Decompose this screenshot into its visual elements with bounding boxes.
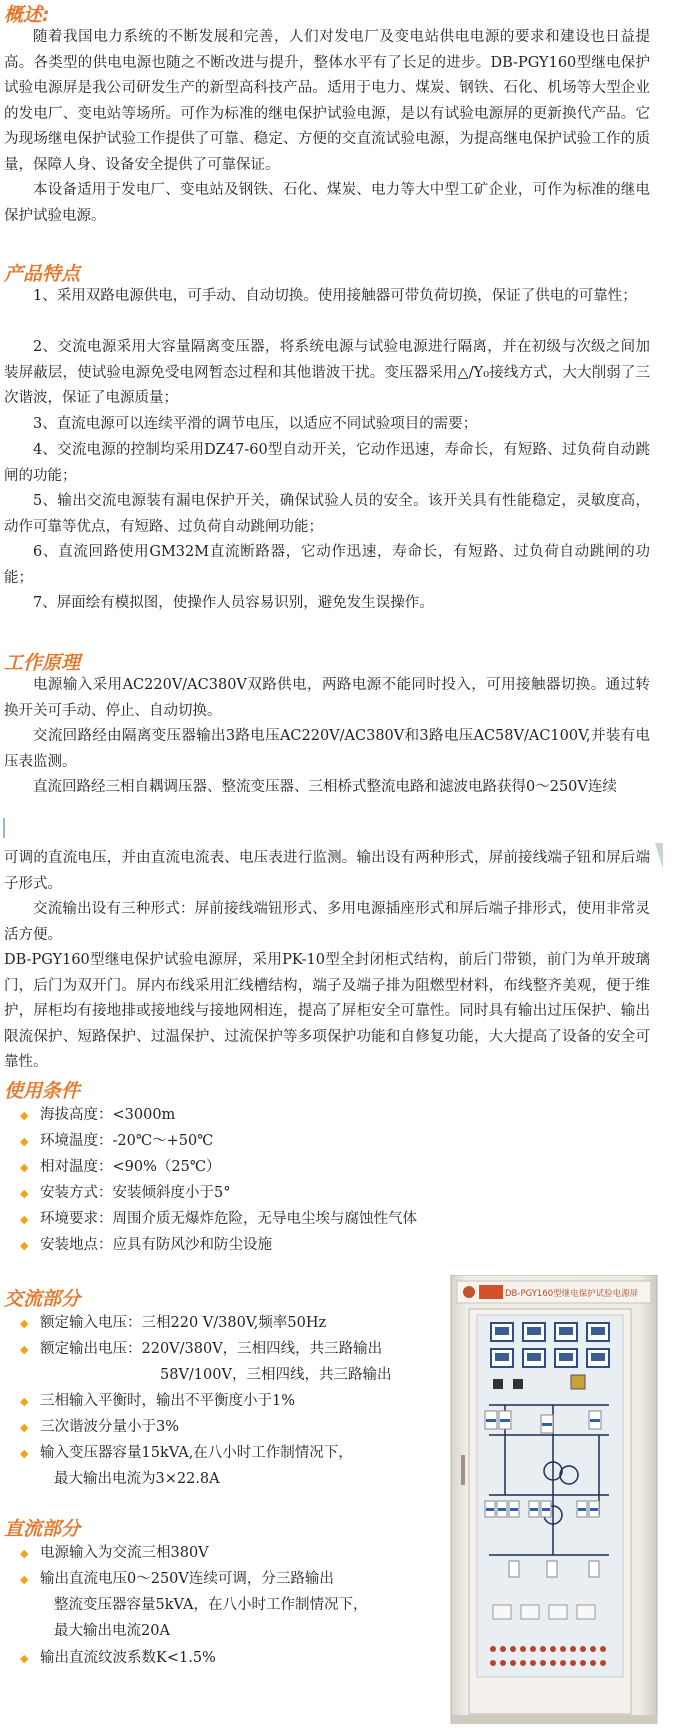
ac-item: ◆ 输入变压器容量15kVA,在八小时工作制情况下， xyxy=(40,1441,353,1466)
features-heading: 产品特点 xyxy=(4,263,81,285)
dc-item-continuation: 整流变压器容量5kVA，在八小时工作制情况下， xyxy=(54,1597,368,1613)
ac-item: ◆ 三相输入平衡时，输出不平衡度小于1% xyxy=(40,1389,295,1414)
feature-item-6: 6、直流回路使用GM32M直流断路器，它动作迅速，寿命长，有短路、过负荷自动跳闸的功能； xyxy=(4,544,650,586)
condition-item: ◆ 环境要求：周围介质无爆炸危险，无导电尘埃与腐蚀性气体 xyxy=(40,1207,417,1232)
dc-item: ◆ 输出直流纹波系数K<1.5% xyxy=(40,1646,216,1671)
overview-paragraph-1: 随着我国电力系统的不断发展和完善，人们对发电厂及变电站供电电源的要求和建设也日益提高。各类型的供电电源也随之不断改进与提升，整体水平有了长足的进步。DB-PGY160型继电保护试验电源屏是我公司研发生产的新型高科技产品。适用于电力、煤炭、钢铁、石化、机场等大型企业的发电厂、变电站等场所。可作为标准的继电保护试验电源，是以有试验电源屏的更新换代产品。它为现场继电保护试验工作提供了可靠、稳定、方便的交直流试验电源，为提高继电保护试验工作的质量，保障人身、设备安全提供了可靠保证。 xyxy=(4,29,650,173)
ac-heading: 交流部分 xyxy=(4,1288,81,1310)
page-corner-marker xyxy=(655,843,663,869)
feature-item-3: 3、直流电源可以连续平滑的调节电压，以适应不同试验项目的需要； xyxy=(33,416,478,432)
dc-heading: 直流部分 xyxy=(4,1518,81,1540)
principle-heading: 工作原理 xyxy=(4,652,81,674)
conditions-heading: 使用条件 xyxy=(4,1080,81,1102)
cabinet-title: DB-PGY160型继电保护试验电源屏 xyxy=(505,1289,639,1299)
dc-item: ◆ 电源输入为交流三相380V xyxy=(40,1541,209,1566)
overview-paragraph-2: 本设备适用于发电厂、变电站及钢铁、石化、煤炭、电力等大中型工矿企业，可作为标准的继电保护试验电源。 xyxy=(4,182,650,224)
feature-item-2: 2、交流电源采用大容量隔离变压器，将系统电源与试验电源进行隔离，并在初级与次级之间加装屏蔽层，使试验电源免受电网暂态过程和其他谐波干扰。变压器采用△/Y₀接线方式，大大削弱了三次谐波，保证了电源质量； xyxy=(4,339,650,406)
cabinet-image xyxy=(449,1275,659,1724)
principle-paragraph-6: DB-PGY160型继电保护试验电源屏，采用PK-10型全封闭柜式结构，前后门带锁，前门为单开玻璃门，后门为双开门。屏内布线采用汇线槽结构，端子及端子排为阻燃型材料，布线整齐美观，便于维护，屏柜均有接地排或接地线与接地网相连，提高了屏柜安全可靠性。同时具有输出过压保护、输出限流保护、短路保护、过温保护、过流保护等多项保护功能和自修复功能，大大提高了设备的安全可靠性。 xyxy=(4,952,650,1070)
principle-paragraph-4: 可调的直流电压，并由直流电流表、电压表进行监测。输出设有两种形式，屏前接线端子钮和屏后端子形式。 xyxy=(4,850,650,892)
ac-item-continuation: 最大输出电流为3×22.8A xyxy=(54,1471,220,1487)
principle-paragraph-2: 交流回路经由隔离变压器输出3路电压AC220V/AC380V和3路电压AC58V/AC100V,并装有电压表监测。 xyxy=(4,728,650,770)
dc-item-continuation: 最大输出电流20A xyxy=(54,1623,170,1639)
ac-item: ◆ 额定输入电压：三相220 V/380V,频率50Hz xyxy=(40,1311,326,1336)
ac-item: ◆ 额定输出电压：220V/380V，三相四线，共三路输出 xyxy=(40,1337,382,1362)
condition-item: ◆ 安装方式：安装倾斜度小于5° xyxy=(40,1181,230,1206)
condition-item: ◆ 环境温度：-20℃～+50℃ xyxy=(40,1129,213,1154)
feature-item-1: 1、采用双路电源供电，可手动、自动切换。使用接触器可带负荷切换，保证了供电的可靠性； xyxy=(33,288,637,304)
overview-heading: 概述: xyxy=(4,4,50,26)
ac-item: ◆ 三次谐波分量小于3% xyxy=(40,1415,179,1440)
cabinet-drawing xyxy=(449,1275,659,1724)
feature-item-4: 4、交流电源的控制均采用DZ47-60型自动开关，它动作迅速，寿命长，有短路、过负荷自动跳闸的功能； xyxy=(4,442,650,484)
feature-item-5: 5、输出交流电源装有漏电保护开关，确保试验人员的安全。该开关具有性能稳定，灵敏度高，动作可靠等优点，有短路、过负荷自动跳闸功能； xyxy=(4,493,650,535)
principle-paragraph-5: 交流输出设有三种形式：屏前接线端钮形式、多用电源插座形式和屏后端子排形式，使用非常灵活方便。 xyxy=(4,901,650,943)
feature-item-7: 7、屏面绘有模拟图，使操作人员容易识别，避免发生误操作。 xyxy=(33,595,434,611)
condition-item: ◆ 海拔高度：<3000m xyxy=(40,1103,175,1128)
principle-paragraph-3: 直流回路经三相自耦调压器、整流变压器、三相桥式整流电路和滤波电路获得0～250V连续 xyxy=(33,779,617,795)
condition-item: ◆ 相对温度：<90%（25℃） xyxy=(40,1155,221,1180)
principle-paragraph-1: 电源输入采用AC220V/AC380V双路供电，两路电源不能同时投入，可用接触器切换。通过转换开关可手动、停止、自动切换。 xyxy=(4,677,650,719)
dc-item: ◆ 输出直流电压0～250V连续可调，分三路输出 xyxy=(40,1567,334,1592)
page-break-marker xyxy=(3,818,5,838)
ac-item-continuation: 58V/100V，三相四线，共三路输出 xyxy=(160,1367,392,1383)
condition-item: ◆ 安装地点：应具有防风沙和防尘设施 xyxy=(40,1233,272,1258)
